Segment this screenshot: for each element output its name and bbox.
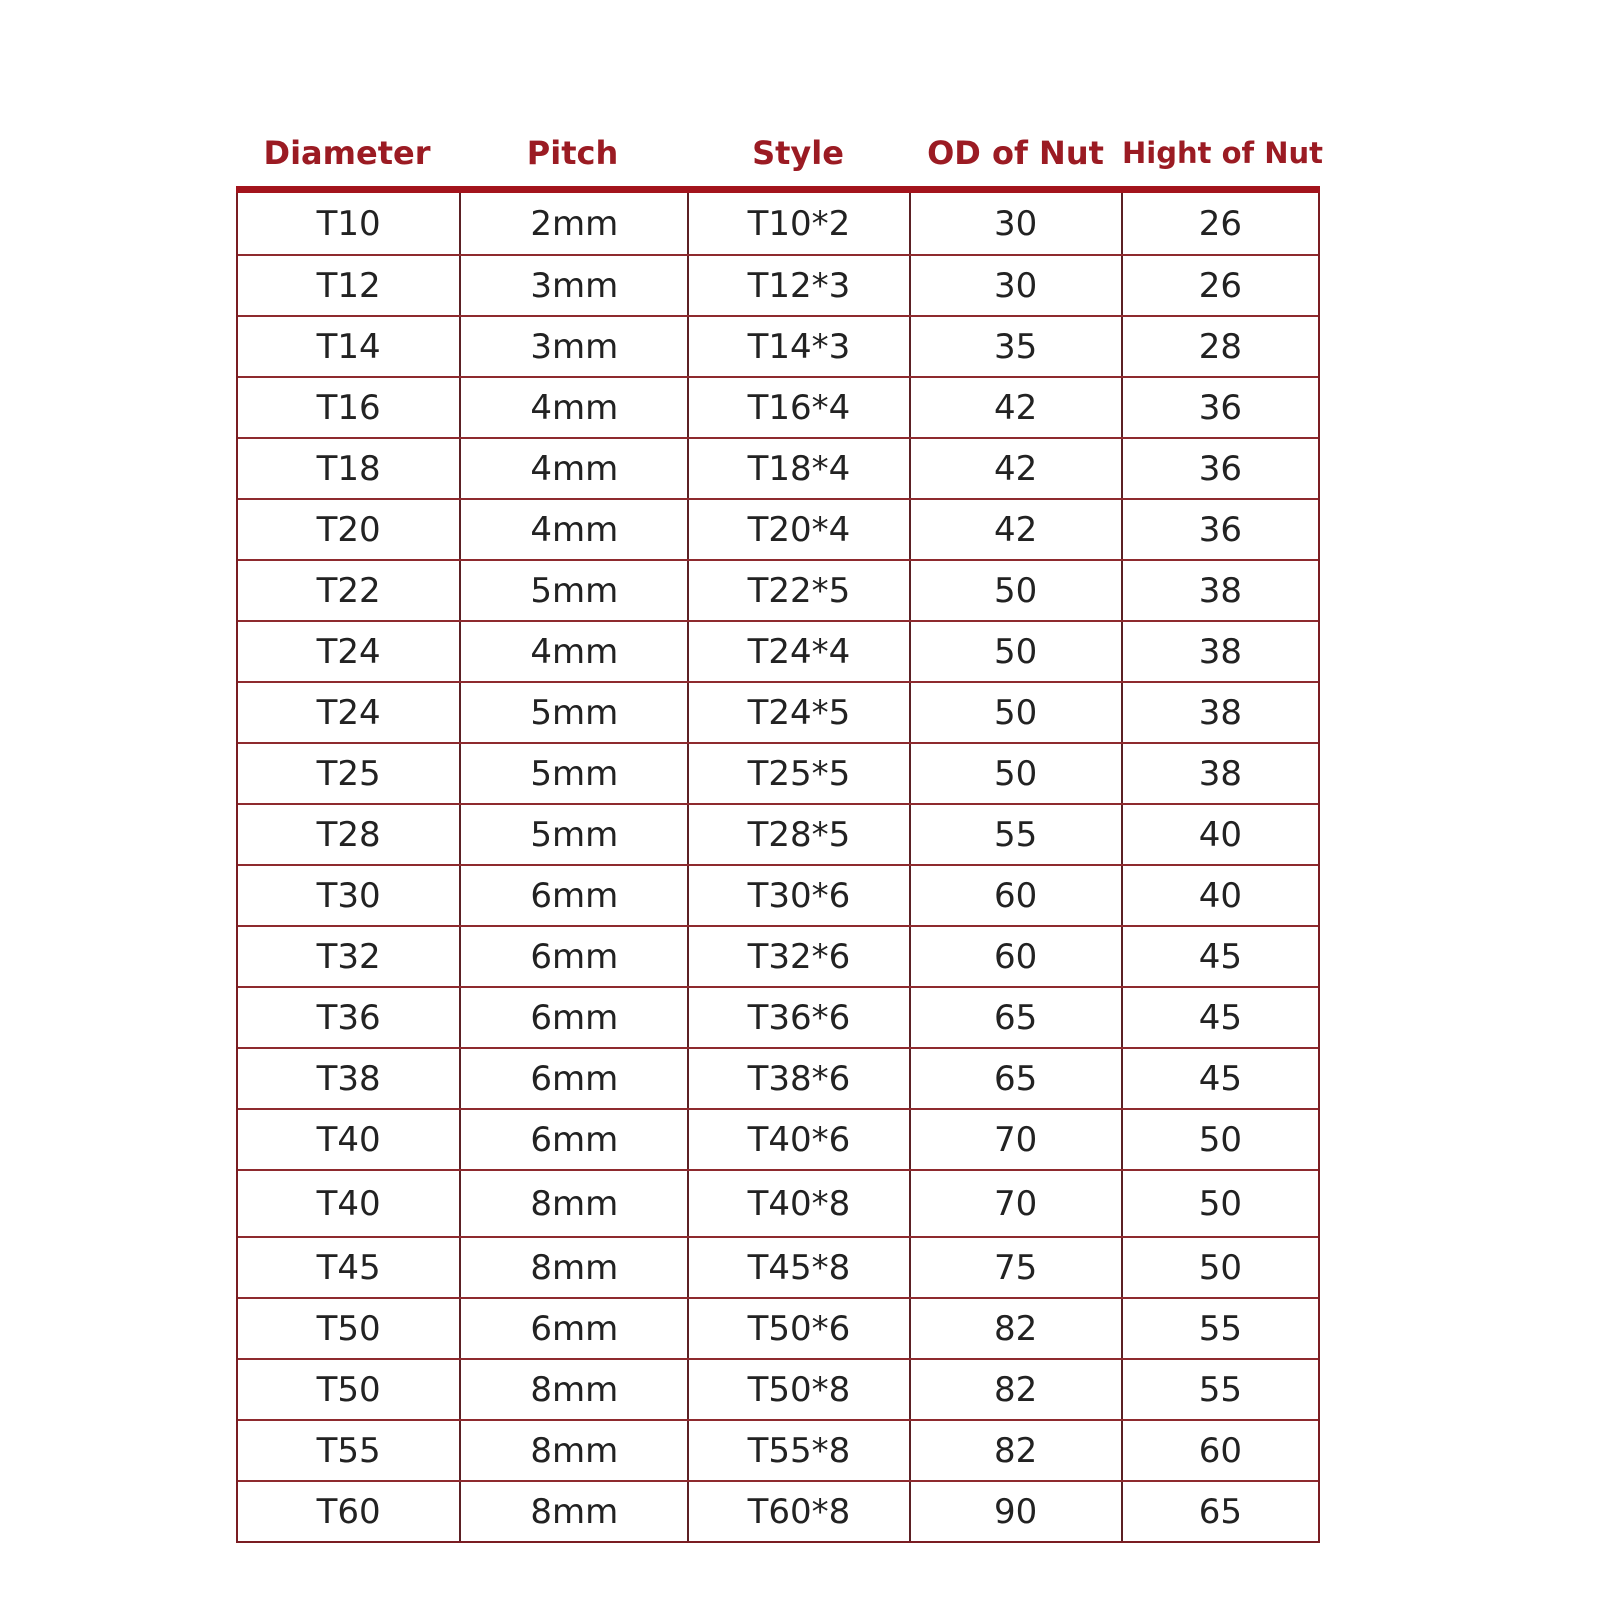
cell-hight-of-nut: 45 xyxy=(1121,988,1318,1047)
table-row xyxy=(238,1480,1318,1541)
table-header xyxy=(236,120,1323,186)
cell-style: T30*6 xyxy=(687,866,908,925)
cell-od-of-nut: 42 xyxy=(909,378,1121,437)
cell-style: T24*5 xyxy=(687,683,908,742)
table-row xyxy=(238,1108,1318,1169)
table-row xyxy=(238,376,1318,437)
cell-diameter: T18 xyxy=(316,448,381,489)
cell-pitch: 2mm xyxy=(459,193,687,254)
cell-diameter: T24 xyxy=(316,631,381,672)
cell-hight-of-nut: 38 xyxy=(1121,561,1318,620)
cell-diameter: T32 xyxy=(316,936,381,977)
cell-od-of-nut: 75 xyxy=(909,1238,1121,1297)
cell-diameter: T50 xyxy=(316,1308,381,1349)
cell-pitch: 5mm xyxy=(459,744,687,803)
cell-style: T18*4 xyxy=(687,439,908,498)
cell-diameter: T10 xyxy=(316,203,381,244)
cell-od-of-nut: 50 xyxy=(909,622,1121,681)
cell-od-of-nut: 50 xyxy=(909,744,1121,803)
cell-style: T28*5 xyxy=(687,805,908,864)
header-diameter: Diameter xyxy=(263,134,431,172)
cell-od-of-nut: 55 xyxy=(909,805,1121,864)
cell-style: T40*8 xyxy=(687,1171,908,1236)
cell-od-of-nut: 70 xyxy=(909,1171,1121,1236)
cell-pitch: 5mm xyxy=(459,561,687,620)
cell-od-of-nut: 60 xyxy=(909,866,1121,925)
cell-style: T36*6 xyxy=(687,988,908,1047)
cell-od-of-nut: 82 xyxy=(909,1360,1121,1419)
cell-hight-of-nut: 26 xyxy=(1121,193,1318,254)
cell-od-of-nut: 90 xyxy=(909,1482,1121,1541)
table-body xyxy=(236,193,1320,1543)
table-row xyxy=(238,254,1318,315)
cell-pitch: 8mm xyxy=(459,1238,687,1297)
cell-hight-of-nut: 36 xyxy=(1121,439,1318,498)
cell-pitch: 6mm xyxy=(459,1049,687,1108)
cell-pitch: 5mm xyxy=(459,805,687,864)
cell-od-of-nut: 70 xyxy=(909,1110,1121,1169)
cell-hight-of-nut: 50 xyxy=(1121,1171,1318,1236)
cell-od-of-nut: 42 xyxy=(909,500,1121,559)
cell-style: T10*2 xyxy=(687,193,908,254)
cell-pitch: 4mm xyxy=(459,439,687,498)
cell-hight-of-nut: 28 xyxy=(1121,317,1318,376)
cell-style: T60*8 xyxy=(687,1482,908,1541)
cell-diameter: T36 xyxy=(316,997,381,1038)
cell-style: T50*6 xyxy=(687,1299,908,1358)
cell-style: T24*4 xyxy=(687,622,908,681)
cell-style: T20*4 xyxy=(687,500,908,559)
cell-od-of-nut: 82 xyxy=(909,1421,1121,1480)
table-row xyxy=(238,742,1318,803)
cell-diameter: T25 xyxy=(316,753,381,794)
cell-hight-of-nut: 38 xyxy=(1121,744,1318,803)
cell-style: T14*3 xyxy=(687,317,908,376)
table-row xyxy=(238,681,1318,742)
cell-diameter: T40 xyxy=(316,1183,381,1224)
cell-hight-of-nut: 26 xyxy=(1121,256,1318,315)
cell-diameter: T60 xyxy=(316,1491,381,1532)
cell-diameter: T20 xyxy=(316,509,381,550)
cell-pitch: 3mm xyxy=(459,256,687,315)
cell-hight-of-nut: 40 xyxy=(1121,805,1318,864)
cell-pitch: 8mm xyxy=(459,1360,687,1419)
cell-hight-of-nut: 50 xyxy=(1121,1110,1318,1169)
cell-style: T38*6 xyxy=(687,1049,908,1108)
cell-hight-of-nut: 55 xyxy=(1121,1360,1318,1419)
cell-pitch: 3mm xyxy=(459,317,687,376)
cell-pitch: 4mm xyxy=(459,622,687,681)
cell-diameter: T16 xyxy=(316,387,381,428)
cell-hight-of-nut: 45 xyxy=(1121,1049,1318,1108)
cell-diameter: T40 xyxy=(316,1119,381,1160)
cell-diameter: T50 xyxy=(316,1369,381,1410)
cell-od-of-nut: 60 xyxy=(909,927,1121,986)
cell-od-of-nut: 30 xyxy=(909,256,1121,315)
table-row xyxy=(238,864,1318,925)
cell-pitch: 6mm xyxy=(459,866,687,925)
table-row xyxy=(238,620,1318,681)
cell-hight-of-nut: 36 xyxy=(1121,378,1318,437)
cell-style: T32*6 xyxy=(687,927,908,986)
header-od-of-nut: OD of Nut xyxy=(927,134,1104,172)
cell-diameter: T38 xyxy=(316,1058,381,1099)
cell-hight-of-nut: 65 xyxy=(1121,1482,1318,1541)
table-row xyxy=(238,1358,1318,1419)
cell-od-of-nut: 50 xyxy=(909,683,1121,742)
cell-od-of-nut: 82 xyxy=(909,1299,1121,1358)
cell-hight-of-nut: 55 xyxy=(1121,1299,1318,1358)
spec-table xyxy=(236,120,1323,1543)
cell-style: T12*3 xyxy=(687,256,908,315)
cell-pitch: 4mm xyxy=(459,378,687,437)
cell-diameter: T55 xyxy=(316,1430,381,1471)
table-row xyxy=(238,925,1318,986)
cell-style: T40*6 xyxy=(687,1110,908,1169)
table-row xyxy=(238,193,1318,254)
cell-pitch: 6mm xyxy=(459,1299,687,1358)
cell-od-of-nut: 65 xyxy=(909,1049,1121,1108)
cell-style: T50*8 xyxy=(687,1360,908,1419)
table-row xyxy=(238,1297,1318,1358)
cell-style: T22*5 xyxy=(687,561,908,620)
table-row xyxy=(238,437,1318,498)
cell-style: T55*8 xyxy=(687,1421,908,1480)
cell-diameter: T45 xyxy=(316,1247,381,1288)
table-row xyxy=(238,1169,1318,1236)
cell-hight-of-nut: 38 xyxy=(1121,683,1318,742)
cell-pitch: 4mm xyxy=(459,500,687,559)
table-row xyxy=(238,1047,1318,1108)
cell-pitch: 6mm xyxy=(459,988,687,1047)
table-row xyxy=(238,803,1318,864)
cell-style: T45*8 xyxy=(687,1238,908,1297)
cell-hight-of-nut: 36 xyxy=(1121,500,1318,559)
cell-od-of-nut: 42 xyxy=(909,439,1121,498)
cell-od-of-nut: 30 xyxy=(909,193,1121,254)
cell-pitch: 8mm xyxy=(459,1482,687,1541)
cell-hight-of-nut: 38 xyxy=(1121,622,1318,681)
table-row xyxy=(238,559,1318,620)
table-row xyxy=(238,1236,1318,1297)
cell-pitch: 8mm xyxy=(459,1171,687,1236)
cell-diameter: T30 xyxy=(316,875,381,916)
table-row xyxy=(238,498,1318,559)
cell-pitch: 8mm xyxy=(459,1421,687,1480)
table-row xyxy=(238,986,1318,1047)
cell-pitch: 5mm xyxy=(459,683,687,742)
table-row xyxy=(238,315,1318,376)
header-hight-of-nut: Hight of Nut xyxy=(1122,136,1323,170)
table-row xyxy=(238,1419,1318,1480)
cell-style: T25*5 xyxy=(687,744,908,803)
cell-hight-of-nut: 45 xyxy=(1121,927,1318,986)
header-divider xyxy=(236,186,1320,193)
cell-hight-of-nut: 40 xyxy=(1121,866,1318,925)
cell-diameter: T22 xyxy=(316,570,381,611)
cell-od-of-nut: 35 xyxy=(909,317,1121,376)
cell-diameter: T12 xyxy=(316,265,381,306)
header-style: Style xyxy=(752,134,844,172)
cell-pitch: 6mm xyxy=(459,927,687,986)
header-pitch: Pitch xyxy=(526,134,619,172)
cell-od-of-nut: 50 xyxy=(909,561,1121,620)
cell-style: T16*4 xyxy=(687,378,908,437)
cell-hight-of-nut: 60 xyxy=(1121,1421,1318,1480)
cell-hight-of-nut: 50 xyxy=(1121,1238,1318,1297)
cell-diameter: T24 xyxy=(316,692,381,733)
cell-pitch: 6mm xyxy=(459,1110,687,1169)
cell-diameter: T28 xyxy=(316,814,381,855)
cell-diameter: T14 xyxy=(316,326,381,367)
cell-od-of-nut: 65 xyxy=(909,988,1121,1047)
